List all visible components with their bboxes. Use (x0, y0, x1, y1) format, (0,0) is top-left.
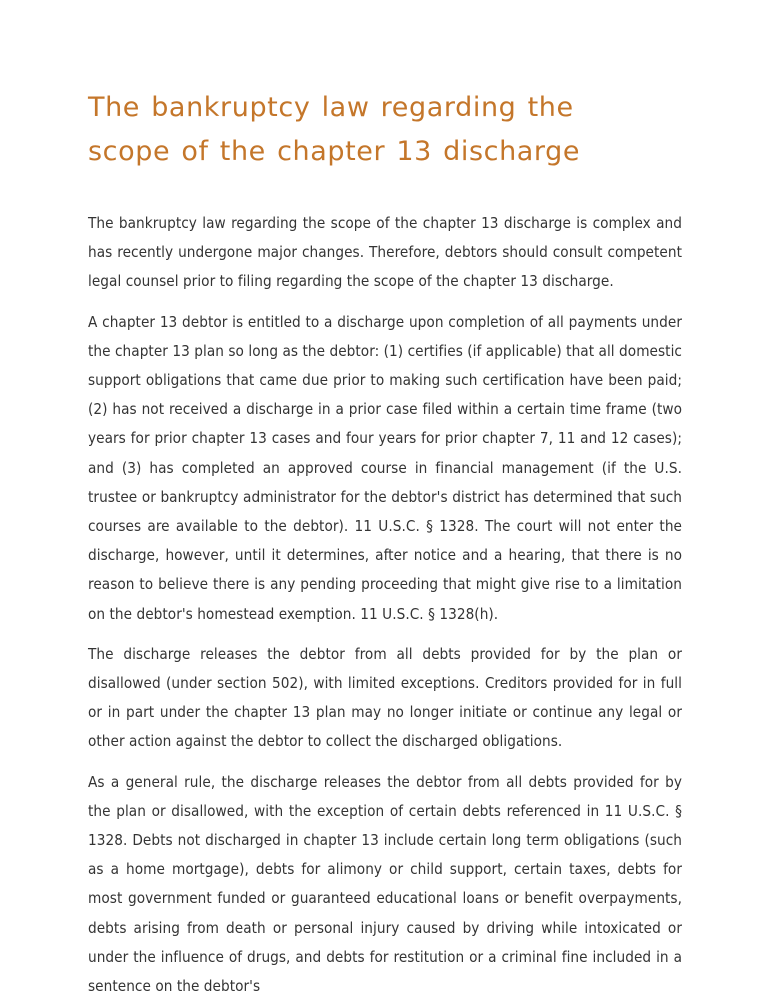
page-title-line-1: The bankruptcy law regarding the (88, 92, 574, 123)
page-title-line-2: scope of the chapter 13 discharge (88, 136, 581, 167)
page-title (88, 86, 682, 174)
document-body (88, 209, 682, 1001)
body-paragraph-1: The bankruptcy law regarding the scope of the chapter 13 discharge is complex and has recently undergone major changes. Therefore, debtors should consult competent legal counsel prior to filing regarding the scope of the chapter 13 discharge. (88, 214, 682, 291)
body-paragraph-2: A chapter 13 debtor is entitled to a discharge upon completion of all payments under the chapter 13 plan so long as the debtor: (1) certifies (if applicable) that all domestic support obligations that came due prior to making such certification have been paid; (2) has not received a discharge in a prior case filed within a certain time frame (two years for prior chapter 13 cases and four years for prior chapter 7, 11 and 12 cases); and (3) has completed an approved course in financial management (if the U.S. trustee or bankruptcy administrator for the debtor's district has determined that such courses are available to the debtor). 11 U.S.C. § 1328. The court will not enter the discharge, however, until it determines, after notice and a hearing, that there is no reason to believe there is any pending proceeding that might give rise to a limitation on the debtor's homestead exemption. 11 U.S.C. § 1328(h). (88, 312, 682, 623)
body-paragraph-3: The discharge releases the debtor from all debts provided for by the plan or disallowed (under section 502), with limited exceptions. Creditors provided for in full or in part under the chapter 13 plan may no longer initiate or continue any legal or other action against the debtor to collect the discharged obligations. (88, 644, 682, 751)
body-paragraph-4: As a general rule, the discharge releases the debtor from all debts provided for by the plan or disallowed, with the exception of certain debts referenced in 11 U.S.C. § 1328. Debts not discharged in chapter 13 include certain long term obligations (such as a home mortgage), debts for alimony or child support, certain taxes, debts for most government funded or guaranteed educational loans or benefit overpayments, debts arising from death or personal injury caused by driving while intoxicated or under the influence of drugs, and debts for restitution or a criminal fine included in a sentence on the debtor's (88, 772, 682, 996)
